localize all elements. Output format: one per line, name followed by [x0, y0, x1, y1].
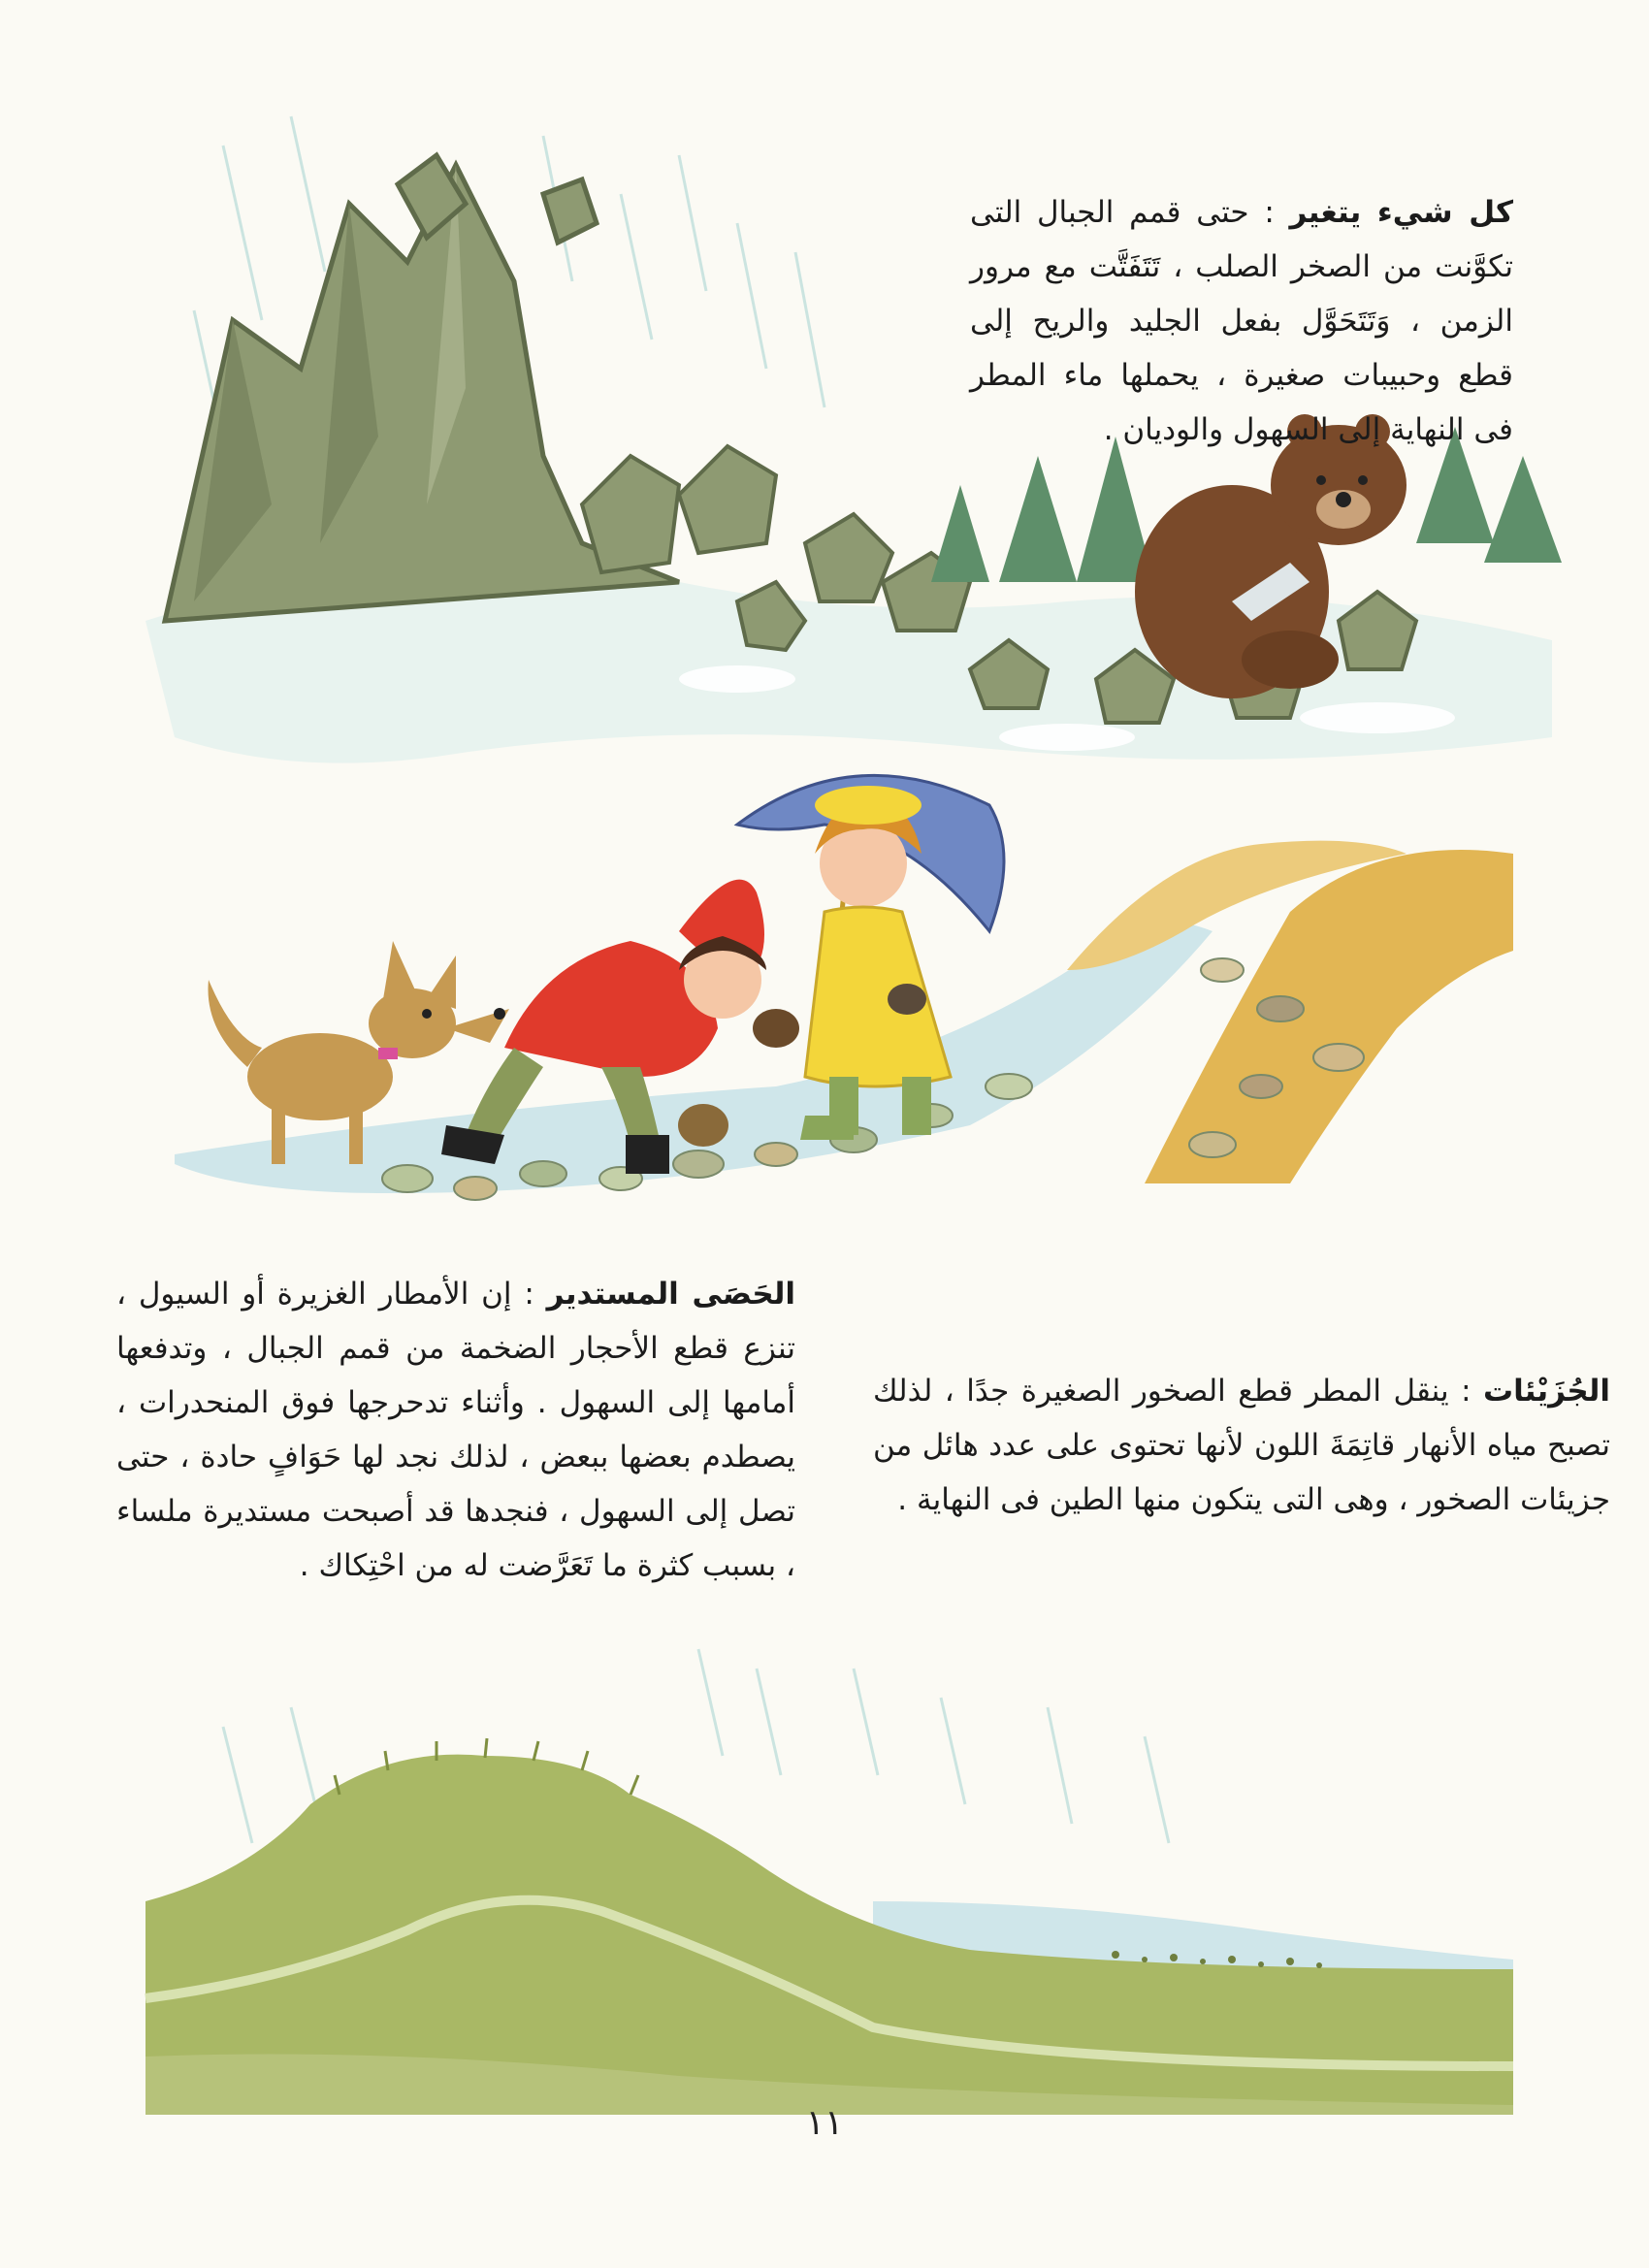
section-heading: الحَصَى المستدير: [546, 1277, 795, 1312]
section-particles: [873, 1364, 1610, 1527]
section-body: : ينقل المطر قطع الصخور الصغيرة جدًا ، لذلك تصبح مياه الأنهار قاتِمَةَ اللون لأنها تحتوى على عدد هائل من جزيئات الصخور ، وهى التى يتكون منها الطين فى النهاية .: [873, 1374, 1610, 1517]
section-everything-changes: [970, 185, 1513, 457]
section-body: : حتى قمم الجبال التى تكوَّنت من الصخر الصلب ، تَتَفَتَّت مع مرور الزمن ، وَتَتَحَوَّل بفعل الجليد والريح إلى قطع وحبيبات صغيرة ، يحملها ماء المطر فى النهاية إلى السهول والوديان .: [970, 195, 1513, 447]
section-heading: الجُزَيْئات: [1483, 1374, 1610, 1409]
section-body: : إن الأمطار الغزيرة أو السيول ، تنزع قطع الأحجار الضخمة من قمم الجبال ، وتدفعها أمامها إلى السهول . وأثناء تدحرجها فوق المنحدرات ، يصطدم بعضها ببعض ، لذلك نجد لها حَوَافٍ حادة ، حتى تصل إلى السهول ، فنجدها قد أصبحت مستديرة ملساء ، بسبب كثرة ما تَعَرَّضت له من احْتِكاك .: [116, 1277, 795, 1583]
section-heading: كل شيء يتغير: [1289, 195, 1513, 230]
page-number: ١١: [805, 2103, 844, 2143]
children-pebbles-illustration: [175, 775, 1513, 1200]
section-round-pebbles: [116, 1267, 795, 1593]
hill-erosion-illustration: [146, 1649, 1513, 2115]
